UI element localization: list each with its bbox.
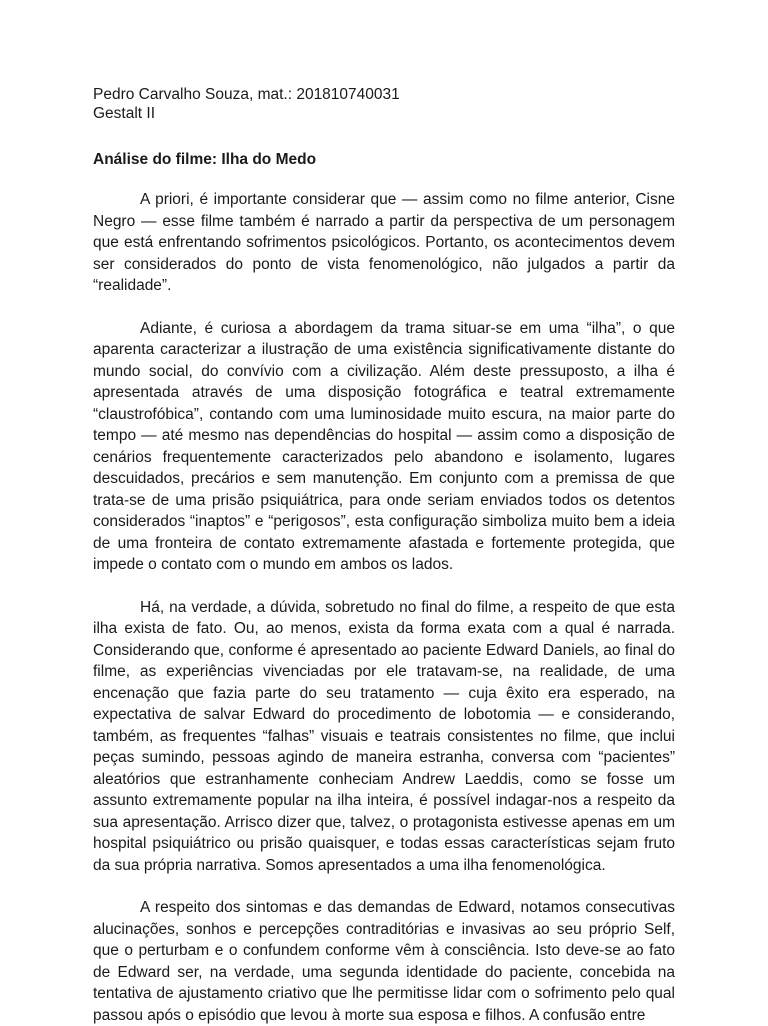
- paragraph-4: A respeito dos sintomas e das demandas de Edward, notamos consecutivas alucinações, sonhos e percepções contraditórias e invasivas ao seu próprio Self, que o perturbam e o confundem conforme vêm à consciência. Isto deve-se ao fato de Edward ser, na verdade, uma segunda identidade do paciente, concebida na tentativa de ajustamento criativo que lhe permitisse lidar com o sofrimento pelo qual passou após o episódio que levou à morte sua esposa e filhos. A confusão entre: [93, 899, 675, 1024]
- document-title: Análise do filme: Ilha do Medo: [93, 151, 317, 168]
- course-line: Gestalt II: [93, 105, 156, 122]
- paragraph-2: Adiante, é curiosa a abordagem da trama situar-se em uma “ilha”, o que aparenta caracterizar a ilustração de uma existência significativamente distante do mundo social, do convívio com a civilização. Além deste pressuposto, a ilha é apresentada através de uma disposição fotográfica e teatral extremamente “claustrofóbica”, contando com uma luminosidade muito escura, na maior parte do tempo — até mesmo nas dependências do hospital — assim como a disposição de cenários frequentemente caracterizados pelo abandono e isolamento, lugares descuidados, precários e sem manutenção. Em conjunto com a premissa de que trata-se de uma prisão psiquiátrica, para onde seriam enviados todos os detentos considerados “inaptos” e “perigosos”, esta configuração simboliza muito bem a ideia de uma fronteira de contato extremamente afastada e fortemente protegida, que impede o contato com o mundo em ambos os lados.: [93, 319, 675, 573]
- paragraph-3: Há, na verdade, a dúvida, sobretudo no final do filme, a respeito de que esta ilha exista de fato. Ou, ao menos, exista da forma exata com a qual é narrada. Considerando que, conforme é apresentado ao paciente Edward Daniels, ao final do filme, as experiências vivenciadas por ele tratavam-se, na realidade, de uma encenação que fazia parte do seu tratamento — cuja êxito era esperado, na expectativa de salvar Edward do procedimento de lobotomia — e considerando, também, as frequentes “falhas” visuais e teatrais consistentes no filme, que inclui peças sumindo, pessoas agindo de maneira estranha, conversa com “pacientes” aleatórios que estranhamente conheciam Andrew Laeddis, como se fosse um assunto extremamente popular na ilha inteira, é possível indagar-nos a respeito da sua apresentação. Arrisco dizer que, talvez, o protagonista estivesse apenas em um hospital psiquiátrico ou prisão quaisquer, e todas essas características sejam fruto da sua própria narrativa. Somos apresentados a uma ilha fenomenológica.: [93, 598, 675, 874]
- author-line: Pedro Carvalho Souza, mat.: 201810740031: [93, 86, 400, 103]
- paragraph-1: A priori, é importante considerar que — assim como no filme anterior, Cisne Negro — esse filme também é narrado a partir da perspectiva de um personagem que está enfrentando sofrimentos psicológicos. Portanto, os acontecimentos devem ser considerados do ponto de vista fenomenológico, não julgados a partir da “realidade”.: [93, 191, 675, 294]
